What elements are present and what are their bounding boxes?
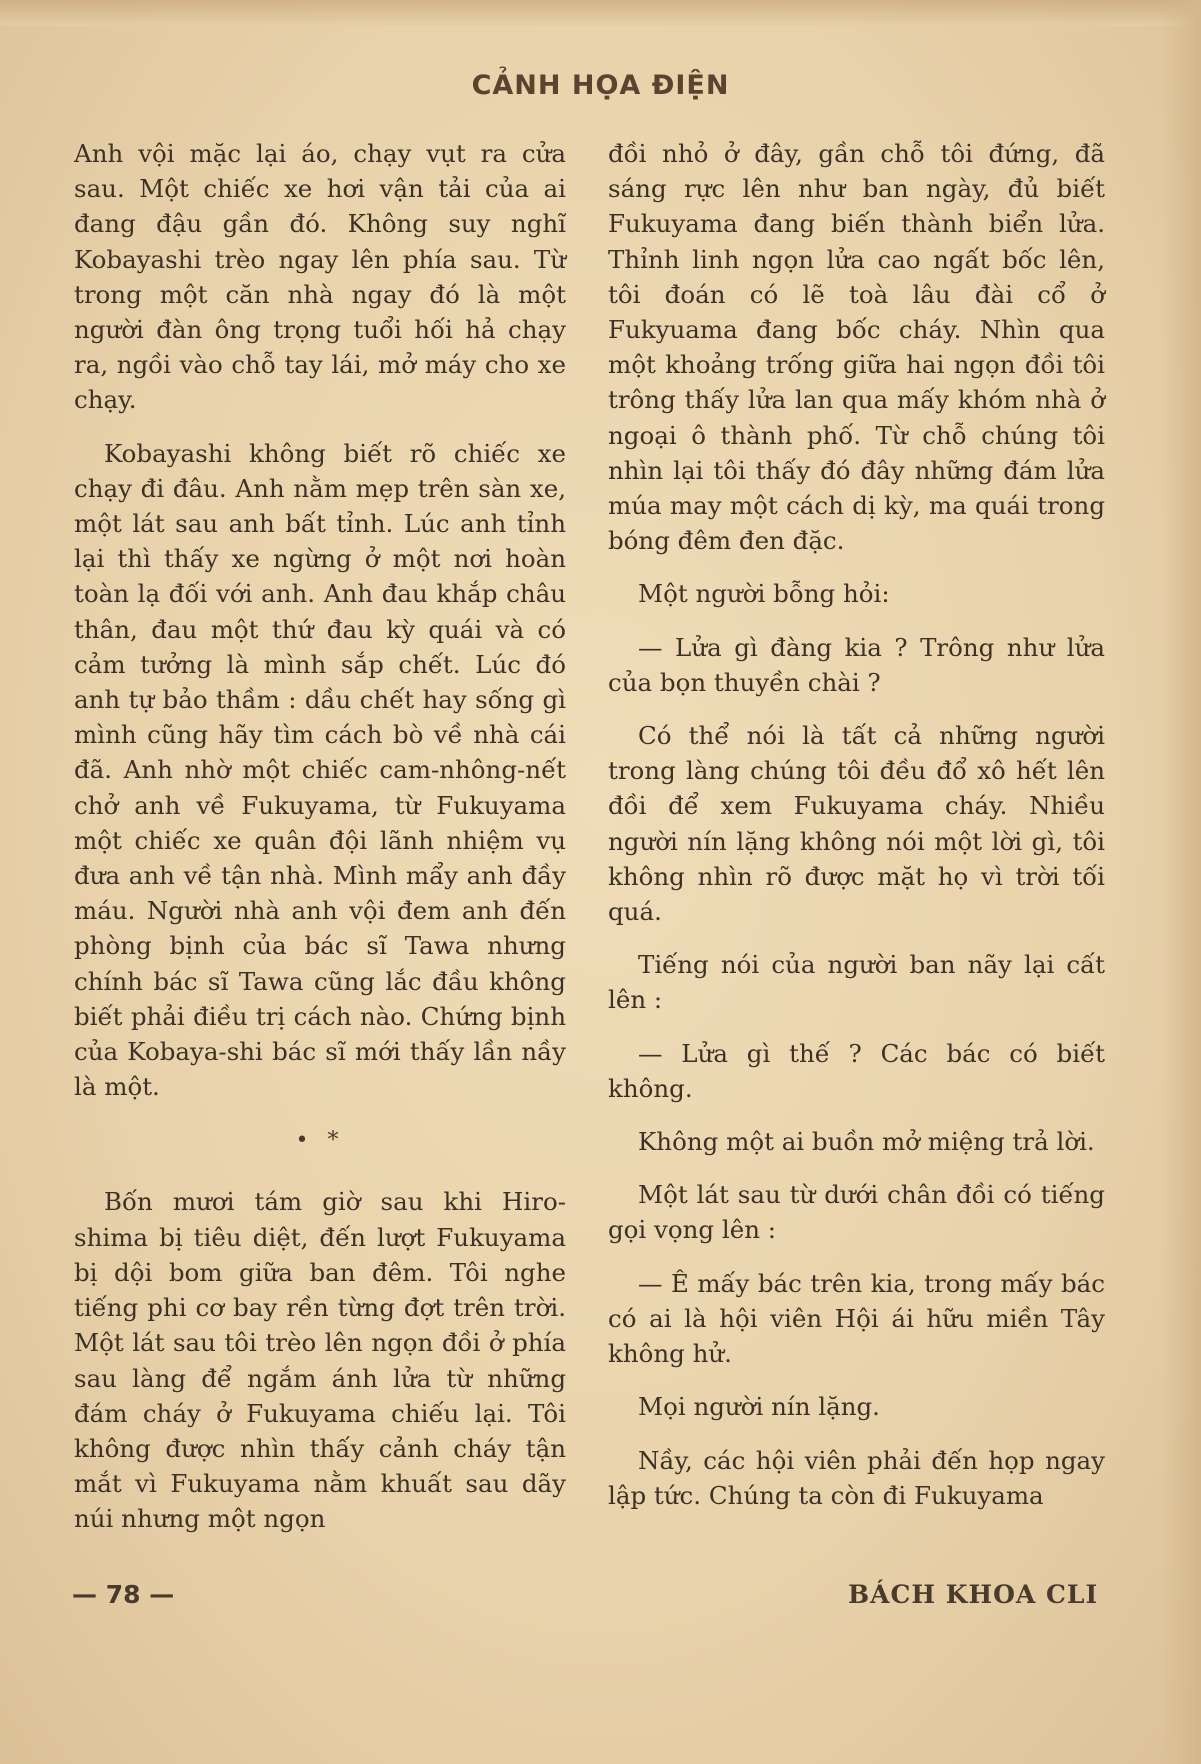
left-column (74, 136, 566, 1555)
page-number: — 78 — (72, 1580, 175, 1609)
right-column (608, 136, 1105, 1531)
paragraph: Một lát sau từ dưới chân đồi có tiếng gọi vọng lên : (608, 1180, 1105, 1245)
paragraph: Không một ai buồn mở miệng trả lời. (638, 1127, 1095, 1157)
paragraph: đồi nhỏ ở đây, gần chỗ tôi đứng, đã sáng rực lên như ban ngày, đủ biết Fukuyama đang biến thành biển lửa. Thỉnh linh ngọn lửa cao ngất bốc lên, tôi đoán có lẽ toà lâu đài cổ ở Fukyuama đang bốc cháy. Nhìn qua một khoảng trống giữa hai ngọn đồi tôi trông thấy lửa lan qua mấy khóm nhà ở ngoại ô thành phố. Từ chỗ chúng tôi nhìn lại tôi thấy đó đây những đám lửa múa may một cách dị kỳ, ma quái trong bóng đêm đen đặc. (608, 139, 1105, 556)
paragraph: Bốn mươi tám giờ sau khi Hiro-shima bị tiêu diệt, đến lượt Fukuyama bị dội bom giữa ban đêm. Tôi nghe tiếng phi cơ bay rền từng đợt trên trời. Một lát sau tôi trèo lên ngọn đồi ở phía sau làng để ngắm ánh lửa từ những đám cháy ở Fukuyama chiếu lại. Tôi không được nhìn thấy cảnh cháy tận mắt vì Fukuyama nằm khuất sau dãy núi nhưng một ngọn (74, 1187, 566, 1534)
page-top-edge (0, 0, 1201, 26)
paragraph: Một người bỗng hỏi: (638, 579, 890, 609)
dialogue-line: — Lửa gì đàng kia ? Trông như lửa của bọn thuyền chài ? (608, 632, 1105, 697)
dialogue-line: — Lửa gì thế ? Các bác có biết không. (608, 1038, 1105, 1103)
paragraph: Nầy, các hội viên phải đến họp ngay lập tức. Chúng ta còn đi Fukuyama (608, 1445, 1105, 1510)
running-header: CẢNH HỌA ĐIỆN (471, 70, 730, 101)
paragraph: Tiếng nói của người ban nãy lại cất lên : (608, 950, 1105, 1015)
paragraph: Mọi người nín lặng. (638, 1392, 880, 1422)
magazine-title: BÁCH KHOA CLI (848, 1580, 1099, 1609)
paragraph: Có thể nói là tất cả những người trong làng chúng tôi đều đổ xô hết lên đồi để xem Fukuyama cháy. Nhiều người nín lặng không nói một lời gì, tôi không nhìn rõ được mặt họ vì trời tối quá. (608, 721, 1105, 927)
section-separator: • * (295, 1128, 345, 1154)
paragraph: Kobayashi không biết rõ chiếc xe chạy đi đâu. Anh nằm mẹp trên sàn xe, một lát sau anh bất tỉnh. Lúc anh tỉnh lại thì thấy xe ngừng ở một nơi hoàn toàn lạ đối với anh. Anh đau khắp châu thân, đau một thứ đau kỳ quái và có cảm tưởng là mình sắp chết. Lúc đó anh tự bảo thầm : dầu chết hay sống gì mình cũng hãy tìm cách bò về nhà cái đã. Anh nhờ một chiếc cam-nhông-nết chở anh về Fukuyama, từ Fukuyama một chiếc xe quân đội lãnh nhiệm vụ đưa anh về tận nhà. Mình mẩy anh đầy máu. Người nhà anh vội đem anh đến phòng bịnh của bác sĩ Tawa nhưng chính bác sĩ Tawa cũng lắc đầu không biết phải điều trị cách nào. Chứng bịnh của Kobaya-shi bác sĩ mới thấy lần nầy là một. (74, 438, 566, 1102)
dialogue-line: — Ê mấy bác trên kia, trong mấy bác có ai là hội viên Hội ái hữu miền Tây không hử. (608, 1268, 1105, 1369)
page-right-edge (1161, 0, 1201, 1764)
paragraph: Anh vội mặc lại áo, chạy vụt ra cửa sau. Một chiếc xe hơi vận tải của ai đang đậu gần đó. Không suy nghĩ Kobayashi trèo ngay lên phía sau. Từ trong một căn nhà ngay đó là một người đàn ông trọng tuổi hối hả chạy ra, ngồi vào chỗ tay lái, mở máy cho xe chạy. (74, 139, 566, 415)
